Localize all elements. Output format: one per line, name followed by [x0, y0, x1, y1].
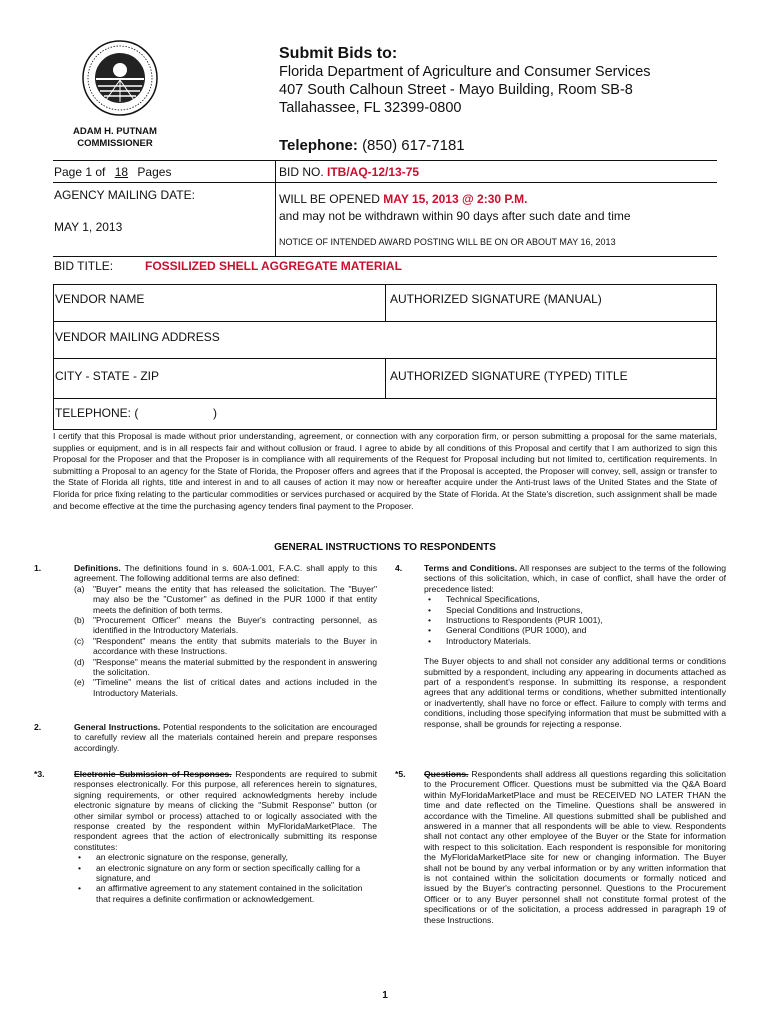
section-2-heading: General Instructions. [74, 722, 161, 732]
commissioner-name: ADAM H. PUTNAM [73, 126, 157, 137]
section-3-bullet-3: • an affirmative agreement to any statement contained in the solicitation that requires a definite confirmation or acknowledgement. [74, 883, 377, 904]
section-1-number: 1. [34, 563, 42, 573]
vendor-col-1 [385, 284, 386, 321]
section-4-bullet-5: • Introductory Materials. [424, 636, 726, 646]
section-4-bullet-1: • Technical Specifications, [424, 594, 726, 604]
vendor-name-field[interactable]: VENDOR NAME [55, 292, 145, 306]
section-3-bullet-2: • an electronic signature on any form or section specifically calling for a signature, and [74, 863, 377, 884]
bid-number-line [279, 165, 419, 179]
section-2-number: 2. [34, 722, 42, 732]
withdraw-text: and may not be withdrawn within 90 days after such date and time [279, 209, 631, 223]
telephone-value: (850) 617-7181 [362, 137, 465, 154]
definition-c: (c) "Respondent" means the entity that submits materials to the Buyer in accordance with these Instructions. [74, 635, 377, 657]
submit-bids-block [279, 44, 651, 117]
section-3-heading: Electronic Submission of Responses. [74, 769, 232, 779]
address-line-1: Florida Department of Agriculture and Consumer Services [279, 64, 651, 80]
vendor-row-1 [53, 321, 717, 322]
opened-prefix: WILL BE OPENED [279, 192, 380, 206]
address-line-3: Tallahassee, FL 32399-0800 [279, 100, 462, 116]
opened-date: MAY 15, 2013 @ 2:30 P.M. [383, 192, 528, 206]
definition-a: (a) "Buyer" means the entity that has released the solicitation. The "Buyer" may also be the "Customer" as defined in the PUR 1000 if that entity meets the definition of both terms. [74, 583, 377, 615]
bid-info-bottom [53, 256, 717, 257]
authorized-signature-typed-field[interactable]: AUTHORIZED SIGNATURE (TYPED) TITLE [390, 369, 628, 383]
section-4-text: The Buyer objects to and shall not consider any additional terms or conditions submitted by a respondent, including any appearing in documents attached as part of a respondent's response. In submitting its response, a respondent agrees that any additional terms or conditions, whether submitted intentionally or inadvertently, shall have no force or effect. Failure to comply with terms and conditions, including those specifying information that must be submitted with a response, shall be grounds for rejecting a response. [424, 656, 726, 729]
section-1-intro: The definitions found in s. 60A-1.001, F.A.C. shall apply to this agreement. The following additional terms are also defined: [74, 563, 377, 584]
award-notice: NOTICE OF INTENDED AWARD POSTING WILL BE ON OR ABOUT MAY 16, 2013 [279, 237, 616, 247]
submit-title: Submit Bids to: [279, 45, 398, 62]
city-state-zip-field[interactable]: CITY - STATE - ZIP [55, 369, 160, 383]
department-seal-icon [82, 40, 158, 116]
page-number: 1 [382, 990, 388, 1001]
page-count: 18 [114, 165, 129, 179]
section-3-number: *3. [34, 769, 45, 779]
telephone-line [279, 137, 465, 154]
section-2 [74, 722, 377, 753]
vendor-mailing-address-field[interactable]: VENDOR MAILING ADDRESS [55, 330, 220, 344]
page-row-divider [53, 182, 717, 183]
page-suffix: Pages [137, 165, 172, 179]
section-4-bullet-3: • Instructions to Respondents (PUR 1001), [424, 615, 726, 625]
telephone-label: Telephone: [279, 137, 358, 154]
commissioner-title: COMMISSIONER [77, 138, 153, 149]
bid-title-label: BID TITLE: [54, 259, 114, 273]
header-divider [53, 160, 717, 161]
page-count-line [54, 165, 171, 179]
section-1-heading: Definitions. [74, 563, 121, 573]
section-3-text: Respondents are required to submit responses electronically. For this purpose, all references herein to signatures, signing requirements, or other required acknowledgments hereby include electronic signature by means of clicking the "Submit Response" button (or other similar symbol or process) attached to or logically associated with the response created by the respondent within MyFloridaMarketPlace. The respondent agrees that the action of electronically submitting its response constitutes: [74, 769, 378, 852]
bid-info-divider [275, 160, 276, 256]
definition-b: (b) "Procurement Officer" means the Buyer's contracting personnel, as identified in the Introductory Materials. [74, 615, 377, 636]
certification-text: I certify that this Proposal is made without prior understanding, agreement, or connection with any corporation firm, or person submitting a proposal for the same materials, supplies or equipment, and is in all respects fair and without collusion or fraud. I agree to abide by all conditions of this Proposal and certify that I am authorized to sign this Proposal for the Proposer and that the Proposer is in compliance with all requirements of the Request for Proposal including but not limited to, certification requirements. In submitting a Proposal to an agency for the State of Florida, the Proposer offers and agrees that if the Proposal is accepted, the Proposer will convey, sell, assign or transfer to the State of Florida all rights, title and interest in and to all causes of action it may now or hereafter acquire under the Anti-trust laws of the United States and the State of Florida for price fixing relating to the particular commodities or services purchased or acquired by the State of Florida. At the State's discretion, such assignment shall be made and become effective at the time the purchasing agency tenders final payment to the Proposer. [53, 431, 717, 511]
general-instructions-title: GENERAL INSTRUCTIONS TO RESPONDENTS [274, 542, 496, 553]
section-4 [424, 563, 726, 729]
page-prefix: Page 1 of [54, 165, 106, 179]
section-5 [424, 769, 726, 925]
section-4-number: 4. [395, 563, 403, 573]
agency-mailing-date: MAY 1, 2013 [54, 220, 123, 234]
telephone-open: TELEPHONE: ( [55, 406, 139, 420]
section-4-intro: All responses are subject to the terms of the following sections of this solicitation, which, in case of conflict, shall have the order of precedence listed: [424, 563, 726, 594]
section-5-number: *5. [395, 769, 406, 779]
definition-d: (d) "Response" means the material submitted by the respondent in answering the solicitation. [74, 656, 377, 678]
commissioner-block [60, 126, 170, 150]
section-1 [74, 563, 377, 698]
vendor-col-2 [385, 358, 386, 398]
bid-no-value: ITB/AQ-12/13-75 [327, 165, 420, 179]
section-4-bullet-2: • Special Conditions and Instructions, [424, 605, 726, 615]
definition-e: (e) "Timeline" means the list of critical dates and actions included in the Introductory Materials. [74, 677, 377, 698]
section-4-heading: Terms and Conditions. [424, 563, 518, 573]
vendor-row-3 [53, 398, 717, 399]
telephone-field[interactable] [55, 406, 217, 420]
bid-no-label: BID NO. [279, 165, 324, 179]
authorized-signature-manual-field[interactable]: AUTHORIZED SIGNATURE (MANUAL) [390, 292, 602, 306]
section-3-bullet-1: • an electronic signature on the response, generally, [74, 852, 377, 862]
section-2-text: Potential respondents to the solicitation are encouraged to carefully review all the materials contained herein and prepare responses accordingly. [74, 722, 377, 753]
opening-line [279, 192, 528, 206]
address-line-2: 407 South Calhoun Street - Mayo Building, Room SB-8 [279, 82, 633, 98]
section-4-bullet-4: • General Conditions (PUR 1000), and [424, 625, 726, 635]
section-5-text: Respondents shall address all questions regarding this solicitation to the Procurement Officer. Questions must be submitted via the Q&A Board within MyFloridaMarketPlace and must be RECEIVED NO LATER THAN the time and date reflected on the Timeline. Questions shall be answered in accordance with the Timeline. All questions submitted shall be published and answered in a manner that all respondents will be able to view. Respondents shall not contact any other employee of the Buyer or the State for information with respect to this solicitation. Each respondent is responsible for monitoring the MyFloridaMarketPlace site for new or changing information. The Buyer shall not be bound by any verbal information or by any written information that is not contained within the solicitation documents or formally noticed and issued by the Buyer's contracting personnel. Questions to the Procurement Officer or to any Buyer personnel shall not constitute formal protest of the specifications or of the solicitation, a process addressed in paragraph 19 of these Instructions. [424, 769, 726, 925]
bid-title-value: FOSSILIZED SHELL AGGREGATE MATERIAL [145, 259, 402, 273]
section-3 [74, 769, 377, 904]
section-5-heading: Questions. [424, 769, 469, 779]
telephone-close: ) [213, 406, 218, 420]
agency-mailing-label: AGENCY MAILING DATE: [54, 188, 195, 202]
